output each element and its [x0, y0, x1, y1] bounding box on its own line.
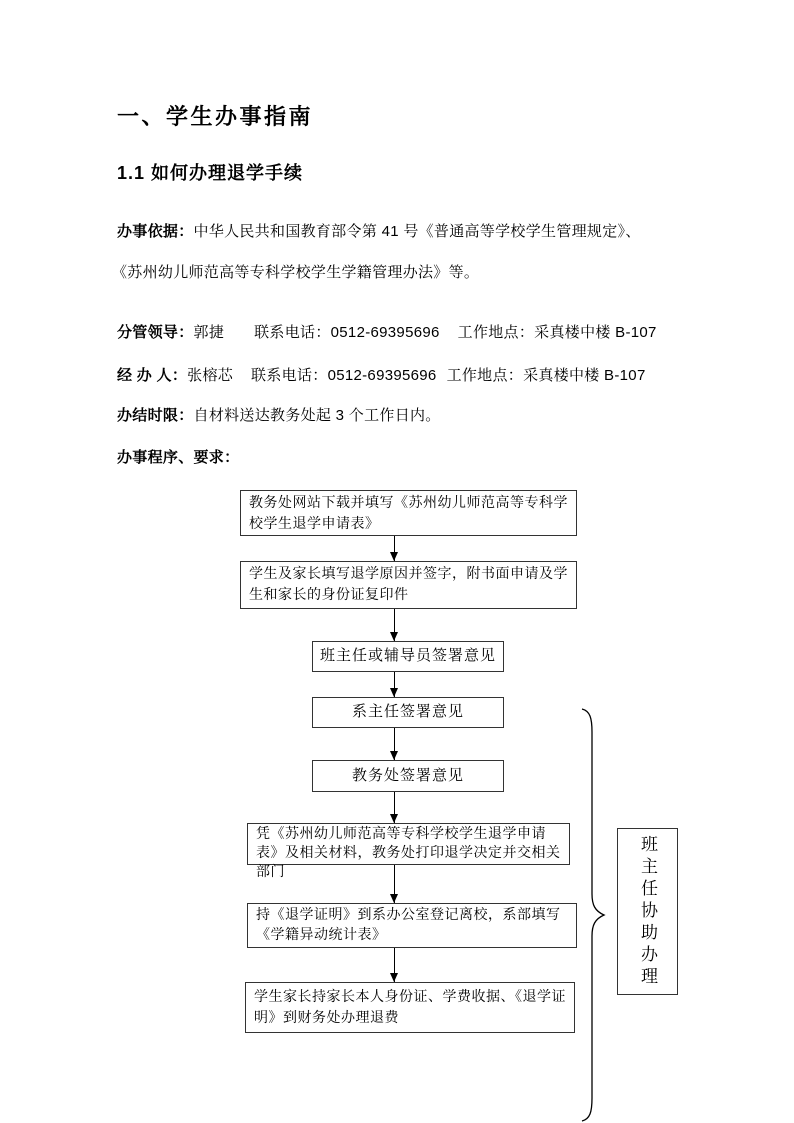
handler-location-label: 工作地点：: [446, 367, 524, 384]
leader-location-label: 工作地点：: [457, 324, 535, 341]
leader-line: [117, 323, 657, 343]
leader-location: 采真楼中楼 B-107: [534, 324, 657, 341]
flow-arrow-down: [394, 672, 395, 697]
handler-phone-label: 联系电话：: [251, 367, 328, 384]
basis-label: 办事依据：: [117, 223, 194, 240]
handler-location: 采真楼中楼 B-107: [523, 367, 646, 384]
flow-step-3: 班主任或辅导员签署意见: [312, 641, 504, 672]
handler-name: 张榕芯: [187, 367, 234, 384]
flow-step-5: 教务处签署意见: [312, 760, 504, 792]
leader-name: 郭捷: [193, 324, 225, 341]
leader-label: 分管领导：: [117, 324, 194, 341]
handler-label: 经 办 人：: [117, 367, 188, 384]
deadline-label: 办结时限：: [117, 407, 194, 424]
side-note-box: [617, 828, 678, 995]
flow-arrow-down: [394, 865, 395, 903]
flow-arrow-down: [394, 536, 395, 561]
flow-arrow-down: [394, 609, 395, 641]
flow-step-7: 持《退学证明》到系办公室登记离校，系部填写《学籍异动统计表》: [247, 903, 577, 948]
basis-text-1: 中华人民共和国教育部令第 41 号《普通高等学校学生管理规定》、: [193, 223, 641, 240]
side-note-text: 班主任协助办理: [638, 834, 657, 989]
basis-line-1: [117, 222, 641, 242]
leader-phone: 0512-69395696: [330, 324, 440, 341]
deadline-text: 自材料送达教务处起 3 个工作日内。: [193, 407, 441, 424]
curly-brace: [578, 708, 608, 1122]
flow-arrow-down: [394, 792, 395, 823]
flow-step-1: 教务处网站下载并填写《苏州幼儿师范高等专科学校学生退学申请表》: [240, 490, 577, 536]
flow-step-4: 系主任签署意见: [312, 697, 504, 728]
basis-line-2: [112, 263, 479, 283]
flow-arrow-down: [394, 948, 395, 982]
flow-step-6: 凭《苏州幼儿师范高等专科学校学生退学申请表》及相关材料，教务处打印退学决定并交相关部门: [247, 823, 570, 865]
flow-step-2: 学生及家长填写退学原因并签字，附书面申请及学生和家长的身份证复印件: [240, 561, 577, 609]
basis-text-2: 《苏州幼儿师范高等专科学校学生学籍管理办法》等。: [112, 264, 480, 281]
leader-phone-label: 联系电话：: [254, 324, 331, 341]
handler-phone: 0512-69395696: [327, 367, 437, 384]
flow-arrow-down: [394, 728, 395, 760]
page-title: 一、学生办事指南: [117, 104, 314, 129]
handler-line: [117, 366, 646, 386]
flow-step-8: 学生家长持家长本人身份证、学费收据、《退学证明》到财务处办理退费: [245, 982, 575, 1033]
procedure-heading: [117, 448, 239, 468]
procedure-label: 办事程序、要求：: [117, 449, 240, 466]
section-title: 1.1 如何办理退学手续: [117, 163, 304, 183]
deadline-line: [117, 406, 441, 426]
